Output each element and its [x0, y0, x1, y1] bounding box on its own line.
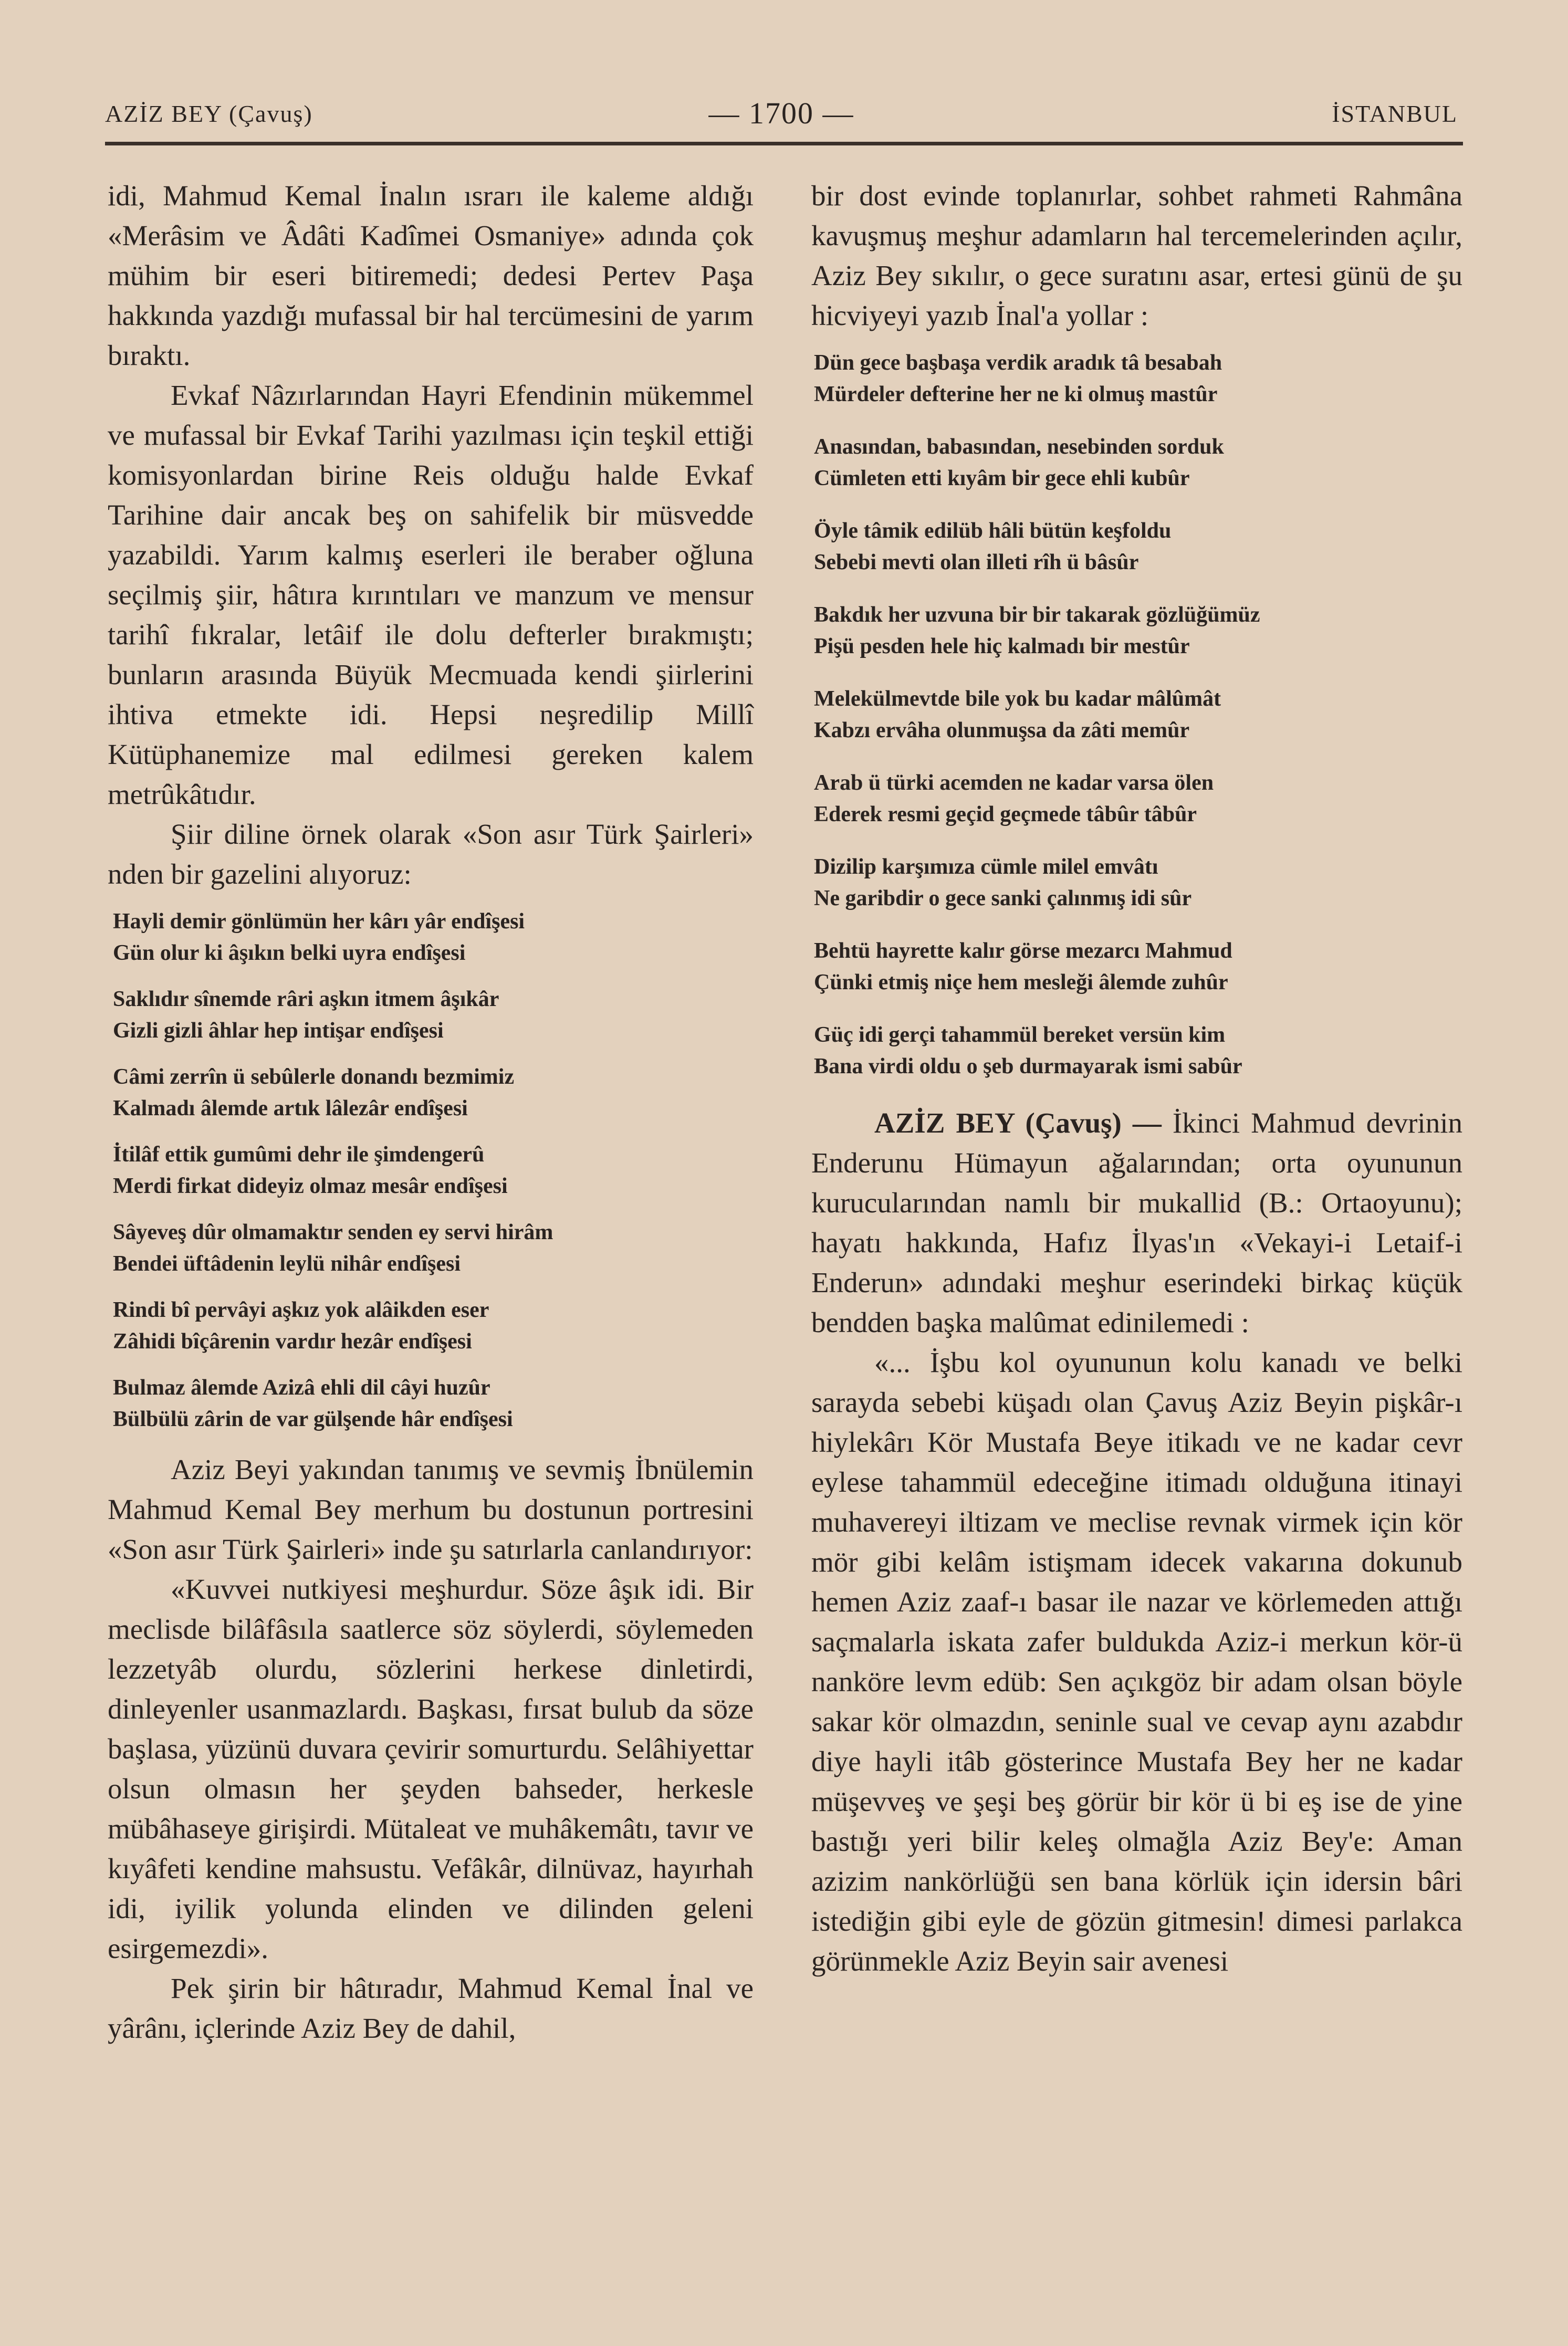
verse-line: Gün olur ki âşıkın belki uyra endîşesi [113, 941, 466, 965]
hicviye-poem [814, 347, 1462, 1082]
quotation-paragraph: «... İşbu kol oyununun kolu kanadı ve belki sarayda sebebi küşadı olan Çavuş Aziz Beyin pişkâr-ı hiylekârı Kör Mustafa Beye itikadı ve ne kadar cevr eylese tahammül edeceğine itimadı olduğuna itinayi muhavereyi iltizam ve meclise revnak virmek için kör mör gibi kelâm istişmam idecek vakarına dokunub hemen Aziz zaaf-ı basar ile nazar ve körlemeden attığı saçmalarla iskata zafer buldukda Aziz-i merkun kör-ü nanköre levm edüb: Sen açıkgöz bir adam olsan böyle sakar kör olmazdın, seninle sual ve cevap aynı azabdır diye hayli itâb gösterince Mustafa Bey her ne kadar müşevveş ve şeşi beş görür bir kör ü bi eş ise de yine bastığı yeri bilir keleş olmağla Aziz Bey'e: Aman azizim nankörlüğü sen bana körlük için idersin bâri istediğin gibi eyle de gözün gitmesin! dimesi parlakca görünmekle Aziz Beyin sair avenesi [811, 1346, 1462, 1977]
couplet [814, 515, 1462, 578]
entry-title: AZİZ BEY (Çavuş) — [874, 1107, 1162, 1139]
verse-line: İtilâf ettik gumûmi dehr ile şimdengerû [113, 1143, 485, 1167]
verse-line: Anasından, babasından, nesebinden sorduk [814, 435, 1224, 459]
verse-line: Öyle tâmik edilüb hâli bütün keşfoldu [814, 519, 1172, 543]
couplet [814, 1019, 1462, 1082]
verse-line: Ne garibdir o gece sanki çalınmış idi sûr [814, 886, 1192, 910]
couplet [113, 1139, 754, 1202]
verse-line: Bulmaz âlemde Azizâ ehli dil câyi huzûr [113, 1376, 490, 1400]
left-column [108, 176, 754, 2048]
verse-line: Sebebi mevti olan illeti rîh ü bâsûr [814, 550, 1139, 574]
verse-line: Bana virdi oldu o şeb durmayarak ismi sabûr [814, 1054, 1242, 1078]
verse-line: Pişü pesden hele hiç kalmadı bir mestûr [814, 634, 1190, 658]
entry-paragraph [811, 1103, 1462, 1343]
verse-line: Çünki etmiş niçe hem mesleği âlemde zuhûr [814, 970, 1228, 994]
right-column [811, 176, 1462, 1981]
verse-line: Gizli gizli âhlar hep intişar endîşesi [113, 1019, 444, 1043]
verse-line: Bakdık her uzvuna bir bir takarak gözlüğümüz [814, 603, 1260, 627]
couplet [113, 1061, 754, 1124]
page-number: — 1700 — [708, 96, 854, 130]
verse-line: Saklıdır sînemde râri aşkın itmem âşıkâr [113, 987, 499, 1011]
verse-line: Dün gece başbaşa verdik aradık tâ besabah [814, 351, 1222, 375]
verse-line: Rindi bî pervâyi aşkız yok alâikden eser [113, 1298, 489, 1322]
verse-line: Behtü hayrette kalır görse mezarcı Mahmud [814, 939, 1232, 963]
paragraph: Aziz Beyi yakından tanımış ve sevmiş İbnülemin Mahmud Kemal Bey merhum bu dostunun portresini «Son asır Türk Şairleri» inde şu satırlarla canlandırıyor: [108, 1453, 754, 1565]
verse-line: Sâyeveş dûr olmamaktır senden ey servi hirâm [113, 1220, 553, 1244]
page-header [105, 96, 1458, 137]
couplet [814, 767, 1462, 830]
verse-line: Zâhidi bîçârenin vardır hezâr endîşesi [113, 1329, 472, 1354]
quotation-paragraph: «Kuvvei nutkiyesi meşhurdur. Söze âşık idi. Bir meclisde bilâfâsıla saatlerce söz söylerdi, söylemeden lezzetyâb olurdu, sözlerini herkese dinletirdi, dinleyenler usanmazlardı. Başkası, fırsat bulub da söze başlasa, yüzünü duvara çevirir somurturdu. Selâhiyettar olsun olmasın her şeyden bahseder, herkesle mübâhaseye girişirdi. Mütaleat ve muhâkemâtı, tavır ve kıyâfeti kendine mahsustu. Vefâkâr, dilnüvaz, hayırhah idi, iyilik yolunda elinden ve dilinden geleni esirgemezdi». [108, 1573, 754, 1964]
entry-text: İkinci Mahmud devrinin Enderunu Hümayun ağalarından; orta oyununun kurucularından namlı bir mukallid (B.: Ortaoyunu); hayatı hakkında, Hafız İlyas'ın «Vekayi-i Letaif-i Enderun» adındaki meşhur eserindeki birkaç küçük bendden başka malûmat edinilemedi : [811, 1107, 1462, 1338]
verse-line: Merdi firkat dideyiz olmaz mesâr endîşesi [113, 1174, 508, 1198]
verse-line: Bülbülü zârin de var gülşende hâr endîşesi [113, 1407, 513, 1431]
couplet [113, 983, 754, 1046]
verse-line: Kabzı ervâha olunmuşsa da zâti memûr [814, 718, 1190, 742]
paragraph: idi, Mahmud Kemal İnalın ısrarı ile kaleme aldığı «Merâsim ve Âdâti Kadîmei Osmaniye» adında çok mühim bir eseri bitiremedi; dedesi Pertev Paşa hakkında yazdığı mufassal bir hal tercümesini de yarım bıraktı. [108, 180, 754, 371]
paragraph: Şiir diline örnek olarak «Son asır Türk Şairleri» nden bir gazelini alıyoruz: [108, 818, 754, 890]
verse-line: Cümleten etti kıyâm bir gece ehli kubûr [814, 466, 1190, 490]
couplet [814, 431, 1462, 494]
couplet [814, 347, 1462, 410]
verse-line: Mürdeler defterine her ne ki olmuş mastûr [814, 382, 1218, 406]
verse-line: Arab ü türki acemden ne kadar varsa ölen [814, 771, 1214, 795]
paragraph: bir dost evinde toplanırlar, sohbet rahmeti Rahmâna kavuşmuş meşhur adamların hal tercemelerinden açılır, Aziz Bey sıkılır, o gece suratını asar, ertesi günü de şu hicviyeyi yazıb İnal'a yollar : [811, 180, 1462, 331]
couplet [814, 683, 1462, 746]
couplet [814, 935, 1462, 998]
verse-line: Dizilip karşımıza cümle milel emvâtı [814, 855, 1158, 879]
couplet [113, 1294, 754, 1357]
header-entry-name: AZİZ BEY (Çavuş) [105, 100, 313, 127]
couplet [113, 1217, 754, 1280]
verse-line: Güç idi gerçi tahammül bereket versün kim [814, 1023, 1226, 1047]
paragraph: Evkaf Nâzırlarından Hayri Efendinin mükemmel ve mufassal bir Evkaf Tarihi yazılması için teşkil ettiği komisyonlardan birine Reis olduğu halde Evkaf Tarihine dair ancak beş on sahifelik bir müsvedde yazabildi. Yarım kalmış eserleri ile beraber oğluna seçilmiş şiir, hâtıra kırıntıları ve manzum ve mensur tarihî fıkralar, letâif ile dolu defterler bırakmıştı; bunların arasında Büyük Mecmuada kendi şiirlerini ihtiva etmekte idi. Hepsi neşredilip Millî Kütüphanemize mal edilmesi gereken kalem metrûkâtıdır. [108, 379, 754, 810]
couplet [113, 1372, 754, 1435]
couplet [814, 851, 1462, 914]
verse-line: Câmi zerrîn ü sebûlerle donandı bezmimiz [113, 1065, 515, 1089]
couplet [814, 599, 1462, 662]
gazel-poem [113, 906, 754, 1435]
verse-line: Bendei üftâdenin leylü nihâr endîşesi [113, 1252, 461, 1276]
couplet [113, 906, 754, 969]
verse-line: Hayli demir gönlümün her kârı yâr endîşesi [113, 909, 525, 934]
verse-line: Ederek resmi geçid geçmede tâbûr tâbûr [814, 802, 1197, 826]
verse-line: Melekülmevtde bile yok bu kadar mâlûmât [814, 687, 1221, 711]
header-rule [105, 142, 1463, 145]
verse-line: Kalmadı âlemde artık lâlezâr endîşesi [113, 1096, 468, 1120]
header-city: İSTANBUL [1332, 100, 1458, 127]
paragraph: Pek şirin bir hâtıradır, Mahmud Kemal İnal ve yârânı, içlerinde Aziz Bey de dahil, [108, 1972, 754, 2044]
